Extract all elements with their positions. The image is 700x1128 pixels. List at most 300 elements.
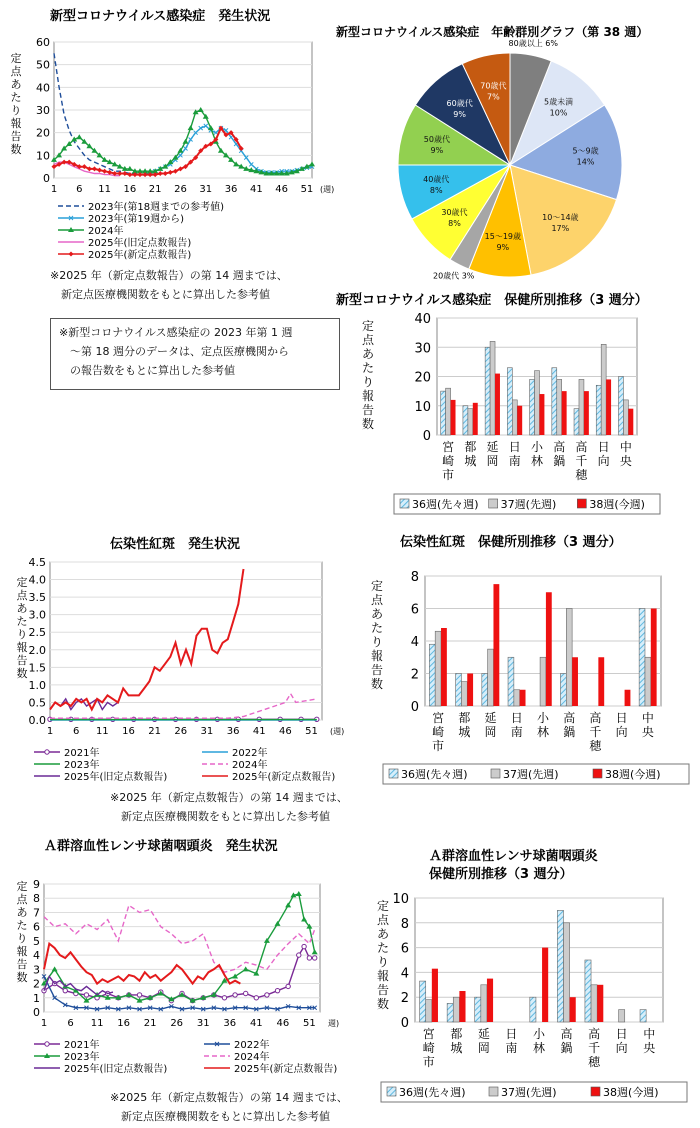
- legend-label: 2024年: [234, 1052, 270, 1063]
- y-tick-label: 0: [422, 429, 431, 444]
- slice-pct: 8%: [429, 185, 443, 195]
- x-tick-label: 46: [279, 726, 292, 737]
- y-tick-label: 4: [400, 966, 409, 982]
- y-axis-label: た: [370, 621, 384, 635]
- y-axis-label: 点: [16, 589, 28, 602]
- x-category-label: 鍋: [560, 1041, 573, 1055]
- series-point: [233, 993, 237, 997]
- y-axis-label: あ: [361, 347, 375, 361]
- bar: [540, 657, 546, 706]
- bar: [552, 368, 557, 435]
- y-axis-label: 告: [10, 130, 22, 143]
- y-axis-label: り: [16, 932, 28, 945]
- bar: [542, 948, 548, 1022]
- y-tick-label: 7: [33, 906, 40, 920]
- x-tick-label: 21: [148, 726, 161, 737]
- slice-pct: 7%: [487, 92, 500, 102]
- bar: [579, 379, 584, 435]
- x-tick-label: 26: [170, 1018, 184, 1029]
- bar: [507, 368, 512, 435]
- y-tick-label: 2.0: [28, 643, 46, 657]
- bar: [566, 609, 572, 707]
- bar: [601, 344, 606, 435]
- legend-swatch: [387, 1087, 396, 1096]
- legend-label: 38週(今週): [605, 768, 661, 781]
- y-axis-label: た: [376, 941, 390, 955]
- y-tick-label: 2.5: [28, 626, 46, 640]
- bar: [606, 379, 611, 435]
- plot-area: [50, 562, 322, 720]
- x-category-label: 向: [597, 454, 610, 468]
- legend-label: 2025年(旧定点数報告): [88, 238, 192, 249]
- bar: [508, 657, 514, 706]
- series-point: [254, 996, 258, 1000]
- y-tick-label: 0: [33, 1006, 40, 1019]
- bar: [574, 409, 579, 435]
- chart-title: Ａ群溶血性レンサ球菌咽頭炎 発生状況: [44, 839, 278, 854]
- strep-line-svg: [0, 832, 345, 1090]
- bar: [475, 997, 481, 1022]
- x-tick-label: 1: [40, 1018, 48, 1029]
- chart-title: 新型コロナウイルス感染症 年齢群別グラフ（第 38 週）: [336, 25, 649, 39]
- legend-label: 37週(先週): [503, 768, 559, 781]
- y-tick-label: 8: [400, 916, 409, 932]
- legend-marker: [45, 1042, 49, 1046]
- legend-label: 2023年: [64, 1052, 100, 1063]
- y-axis-label: 告: [370, 663, 384, 677]
- x-unit-label: (週): [320, 185, 335, 194]
- legend-label: 2023年(第19週から): [88, 214, 184, 225]
- bar: [585, 960, 591, 1022]
- x-category-label: 崎: [442, 454, 455, 468]
- slice-label: 10～14歳: [542, 213, 579, 223]
- x-category-label: 延: [484, 711, 497, 725]
- x-tick-label: 26: [174, 184, 187, 195]
- x-tick-label: 46: [275, 184, 289, 195]
- legend-swatch: [400, 499, 409, 508]
- legend-label: 2024年: [88, 226, 124, 237]
- x-tick-label: 31: [199, 184, 213, 195]
- y-axis-label: 数: [376, 997, 390, 1011]
- slice-pct: 9%: [496, 242, 510, 252]
- x-category-label: 城: [458, 725, 471, 739]
- legend-label: 36週(先々週): [412, 498, 479, 511]
- x-tick-label: 11: [95, 726, 109, 737]
- y-tick-label: 3.0: [28, 608, 46, 622]
- bar: [557, 910, 563, 1022]
- bar: [618, 377, 623, 436]
- bar: [453, 997, 459, 1022]
- bar: [482, 674, 488, 707]
- y-axis-label: 告: [376, 983, 390, 997]
- x-category-label: 都: [458, 711, 471, 725]
- slice-label: 70歳代: [480, 81, 507, 91]
- slice-pct: 17%: [551, 224, 570, 234]
- y-axis-label: 点: [376, 913, 390, 927]
- y-tick-label: 0.0: [28, 714, 46, 727]
- x-category-label: 日: [615, 711, 628, 725]
- y-axis-label: あ: [16, 602, 28, 615]
- series-point: [137, 993, 141, 997]
- series-point: [222, 996, 226, 1000]
- x-category-label: 南: [508, 454, 521, 468]
- x-tick-label: 36: [223, 1018, 237, 1029]
- legend-label: 2021年: [64, 748, 100, 759]
- legend-label: 38週(今週): [589, 498, 645, 511]
- y-axis-label: 点: [10, 65, 22, 78]
- x-tick-label: 6: [76, 184, 83, 195]
- x-category-label: 延: [486, 440, 499, 454]
- legend-label: 2022年: [232, 748, 268, 759]
- y-axis-label: た: [361, 361, 375, 375]
- x-tick-label: 21: [143, 1018, 157, 1029]
- series-point: [297, 953, 301, 957]
- y-tick-label: 10: [392, 892, 409, 907]
- covid-line-chart: [0, 0, 335, 261]
- y-axis-label: 数: [16, 971, 28, 984]
- x-category-label: 千: [575, 454, 588, 468]
- strep-ref-note: ※2025 年（新定点数報告）の第 14 週までは、 新定点医療機関数をもとに算出した参考値: [110, 1091, 348, 1123]
- y-tick-label: 2: [33, 977, 40, 991]
- x-category-label: 日: [510, 711, 523, 725]
- x-category-label: 千: [589, 725, 602, 739]
- y-tick-label: 10: [414, 399, 431, 415]
- x-category-label: 向: [615, 725, 628, 739]
- bar: [651, 609, 657, 707]
- y-axis-label: た: [10, 91, 22, 104]
- x-tick-label: 26: [174, 726, 188, 737]
- x-tick-label: 1: [46, 726, 54, 737]
- bar: [487, 979, 493, 1022]
- y-axis-label: 数: [16, 667, 28, 680]
- x-category-label: 宮: [432, 711, 445, 725]
- series-point: [312, 956, 316, 960]
- x-category-label: 中: [641, 711, 654, 725]
- legend-label: 2025年(新定点数報告): [232, 772, 336, 783]
- x-category-label: 崎: [432, 725, 445, 739]
- strep-bar-chart: [345, 840, 700, 1110]
- y-axis-label: た: [16, 615, 28, 628]
- bar: [570, 997, 576, 1022]
- bar: [517, 406, 522, 435]
- legend-label: 37週(先週): [500, 498, 557, 511]
- y-tick-label: 0.5: [28, 696, 46, 710]
- x-tick-label: 21: [148, 184, 162, 195]
- y-tick-label: 8: [410, 570, 419, 585]
- x-category-label: 高: [553, 440, 566, 454]
- x-category-label: 岡: [484, 725, 497, 739]
- y-tick-label: 6: [33, 920, 40, 934]
- x-category-label: 鍋: [553, 454, 566, 468]
- y-tick-label: 1.0: [28, 678, 46, 692]
- slice-pct: 10%: [549, 108, 568, 118]
- bar: [451, 400, 456, 435]
- legend-swatch: [593, 769, 602, 778]
- slice-pct: 9%: [453, 109, 466, 119]
- y-axis-label: 点: [16, 893, 28, 906]
- bar: [546, 592, 552, 706]
- y-axis-label: 報: [376, 969, 390, 983]
- legend-swatch: [489, 1087, 498, 1096]
- legend-label: 2025年(新定点数報告): [88, 250, 192, 261]
- y-axis-label: 報: [10, 117, 22, 130]
- y-axis-label: り: [16, 628, 28, 641]
- bar: [441, 391, 446, 435]
- y-tick-label: 6: [400, 941, 409, 957]
- y-axis-label: 数: [10, 143, 22, 156]
- y-tick-label: 40: [36, 81, 50, 95]
- legend-swatch: [577, 499, 586, 508]
- x-tick-label: 11: [98, 184, 111, 195]
- slice-pct: 8%: [448, 219, 461, 229]
- strep-bar-svg: [345, 840, 700, 1110]
- y-axis-label: 点: [370, 593, 384, 607]
- bar: [429, 644, 435, 706]
- y-axis-label: 報: [370, 649, 384, 663]
- bar: [467, 674, 473, 707]
- y-tick-label: 1: [33, 991, 40, 1005]
- bar: [493, 584, 499, 706]
- x-unit-label: 週): [328, 1019, 340, 1028]
- bar: [619, 1010, 625, 1022]
- x-category-label: 宮: [422, 1027, 435, 1041]
- bar: [591, 985, 597, 1022]
- ery-bar-svg: [345, 530, 700, 792]
- legend-marker: [69, 252, 74, 257]
- y-axis-label: 点: [361, 333, 375, 347]
- y-tick-label: 20: [414, 370, 431, 386]
- x-tick-label: 6: [67, 1018, 74, 1029]
- x-category-label: 林: [536, 725, 550, 739]
- x-tick-label: 41: [249, 1018, 263, 1029]
- bar: [584, 391, 589, 435]
- x-category-label: 穂: [575, 468, 588, 482]
- x-category-label: 鍋: [563, 725, 576, 739]
- series-point: [275, 988, 279, 992]
- legend-label: 2025年(旧定点数報告): [64, 1064, 168, 1075]
- x-category-label: 穂: [588, 1055, 601, 1069]
- bar: [563, 923, 569, 1022]
- x-category-label: 高: [588, 1027, 601, 1041]
- bar: [468, 409, 473, 435]
- y-tick-label: 4: [33, 949, 40, 963]
- y-axis-label: 告: [16, 654, 28, 667]
- slice-pct: 9%: [430, 145, 444, 155]
- covid-bar-svg: [332, 288, 700, 520]
- x-tick-label: 36: [224, 184, 238, 195]
- bar: [562, 391, 567, 435]
- y-axis-label: り: [10, 104, 22, 117]
- bar: [490, 341, 495, 435]
- y-axis-label: 定: [16, 880, 28, 893]
- y-tick-label: 50: [36, 58, 50, 72]
- x-category-label: 高: [560, 1027, 573, 1041]
- slice-label: 20歳代 3%: [432, 271, 475, 281]
- y-tick-label: 0: [410, 700, 419, 715]
- bar: [530, 379, 535, 435]
- legend-label: 2024年: [232, 760, 268, 771]
- x-category-label: 小: [536, 711, 550, 725]
- x-tick-label: 16: [122, 726, 135, 737]
- x-tick-label: 36: [226, 726, 240, 737]
- x-tick-label: 31: [196, 1018, 210, 1029]
- bar: [481, 985, 487, 1022]
- x-category-label: 岡: [486, 454, 499, 468]
- x-tick-label: 51: [300, 184, 314, 195]
- x-category-label: 日: [615, 1027, 628, 1041]
- x-category-label: 岡: [477, 1041, 490, 1055]
- bar: [485, 347, 490, 435]
- slice-label: 80歳以上 6%: [508, 39, 558, 49]
- y-axis-label: 報: [16, 945, 28, 958]
- x-category-label: 市: [422, 1055, 435, 1069]
- legend-swatch: [591, 1087, 600, 1096]
- bar: [447, 1003, 453, 1022]
- x-category-label: 城: [450, 1041, 463, 1055]
- bar: [435, 631, 441, 706]
- bar: [473, 403, 478, 435]
- x-category-label: 日: [597, 440, 610, 454]
- x-category-label: 日: [505, 1027, 518, 1041]
- x-tick-label: 16: [117, 1018, 130, 1029]
- legend-label: 36週(先々週): [399, 1086, 466, 1099]
- x-category-label: 都: [450, 1027, 463, 1041]
- series-point: [84, 993, 88, 997]
- x-tick-label: 46: [276, 1018, 290, 1029]
- ery-line-svg: [0, 530, 345, 788]
- legend-label: 38週(今週): [603, 1086, 659, 1099]
- series-point: [302, 944, 306, 948]
- y-axis-label: 告: [361, 403, 375, 417]
- x-category-label: 中: [619, 440, 632, 454]
- bar: [596, 385, 601, 435]
- y-tick-label: 1.5: [28, 661, 46, 675]
- x-category-label: 市: [442, 468, 455, 482]
- x-category-label: 小: [532, 1027, 546, 1041]
- y-tick-label: 2: [410, 667, 419, 683]
- y-tick-label: 30: [414, 341, 431, 357]
- x-category-label: 中: [643, 1027, 656, 1041]
- y-axis-label: 数: [370, 677, 384, 691]
- bar: [597, 985, 603, 1022]
- y-axis-label: あ: [16, 906, 28, 919]
- legend-swatch: [491, 769, 500, 778]
- legend-marker: [45, 750, 49, 754]
- y-axis-label: 数: [361, 417, 375, 431]
- y-tick-label: 0: [400, 1016, 409, 1031]
- y-axis-label: り: [370, 635, 384, 649]
- slice-pct: 14%: [576, 157, 595, 167]
- x-tick-label: 51: [305, 726, 318, 737]
- y-tick-label: 4: [410, 635, 419, 650]
- bar: [459, 991, 465, 1022]
- x-category-label: 林: [530, 454, 544, 468]
- series-point: [63, 988, 67, 992]
- x-tick-label: 41: [249, 184, 263, 195]
- bar: [426, 1000, 432, 1022]
- bar: [420, 981, 426, 1022]
- covid-pie-chart: [332, 0, 700, 290]
- x-category-label: 日: [508, 440, 521, 454]
- x-category-label: 南: [505, 1041, 518, 1055]
- bar: [512, 400, 517, 435]
- y-axis-label: 報: [361, 389, 375, 403]
- legend-label: 2023年: [64, 760, 100, 771]
- covid-pie-svg: [332, 0, 700, 290]
- bar: [514, 690, 520, 706]
- bar: [530, 997, 536, 1022]
- bar: [623, 400, 628, 435]
- x-category-label: 宮: [442, 440, 455, 454]
- y-axis-label: 報: [16, 641, 28, 654]
- y-tick-label: 30: [36, 104, 50, 117]
- bar: [456, 674, 462, 707]
- x-category-label: 高: [563, 711, 576, 725]
- x-category-label: 小: [530, 440, 544, 454]
- legend-label: 2023年(第18週までの参考値): [88, 202, 224, 213]
- chart-subtitle: 保健所別推移（3 週分）: [429, 867, 573, 882]
- bar: [560, 674, 566, 707]
- bar: [520, 690, 526, 706]
- x-category-label: 千: [588, 1041, 601, 1055]
- y-axis-label: り: [361, 375, 375, 389]
- covid-bar-chart: [332, 288, 700, 520]
- slice-label: 60歳代: [446, 98, 473, 108]
- bar: [572, 657, 578, 706]
- bar: [441, 628, 447, 706]
- x-tick-label: 16: [123, 184, 137, 195]
- bar: [628, 409, 633, 435]
- bar: [598, 657, 604, 706]
- bar: [645, 657, 651, 706]
- x-tick-label: 1: [50, 184, 58, 195]
- x-unit-label: (週): [330, 727, 345, 736]
- bar: [461, 682, 467, 706]
- y-tick-label: 5: [33, 934, 40, 948]
- y-tick-label: 2: [400, 991, 409, 1007]
- bar: [539, 394, 544, 435]
- x-category-label: 城: [464, 454, 477, 468]
- y-axis-label: 定: [370, 579, 384, 593]
- chart-title: 伝染性紅斑 発生状況: [110, 537, 241, 552]
- bar: [495, 374, 500, 435]
- x-category-label: 高: [575, 440, 588, 454]
- legend-swatch: [389, 769, 398, 778]
- chart-title: 新型コロナウイルス感染症 保健所別推移（3 週分）: [336, 293, 648, 308]
- x-category-label: 央: [619, 454, 632, 468]
- slice-label: 15～19歳: [484, 231, 522, 241]
- y-tick-label: 0: [43, 172, 50, 185]
- x-category-label: 南: [510, 725, 523, 739]
- bar: [463, 406, 468, 435]
- x-category-label: 央: [641, 725, 654, 739]
- x-tick-label: 31: [200, 726, 214, 737]
- y-tick-label: 10: [36, 149, 50, 163]
- bar: [432, 969, 438, 1022]
- bar: [557, 379, 562, 435]
- covid-data-box: ※新型コロナウイルス感染症の 2023 年第 1 週 ～第 18 週分のデータは、定点医療機関から の報告数をもとに算出した参考値: [50, 318, 340, 390]
- x-tick-label: 41: [252, 726, 266, 737]
- strep-line-chart: [0, 832, 345, 1090]
- y-axis-label: あ: [376, 927, 390, 941]
- y-tick-label: 8: [33, 892, 40, 906]
- legend-label: 2025年(旧定点数報告): [64, 772, 168, 783]
- bar: [639, 609, 645, 707]
- series-point: [265, 993, 269, 997]
- x-category-label: 都: [464, 440, 477, 454]
- chart-title: 伝染性紅斑 保健所別推移（3 週分）: [400, 535, 622, 550]
- y-tick-label: 60: [36, 36, 50, 49]
